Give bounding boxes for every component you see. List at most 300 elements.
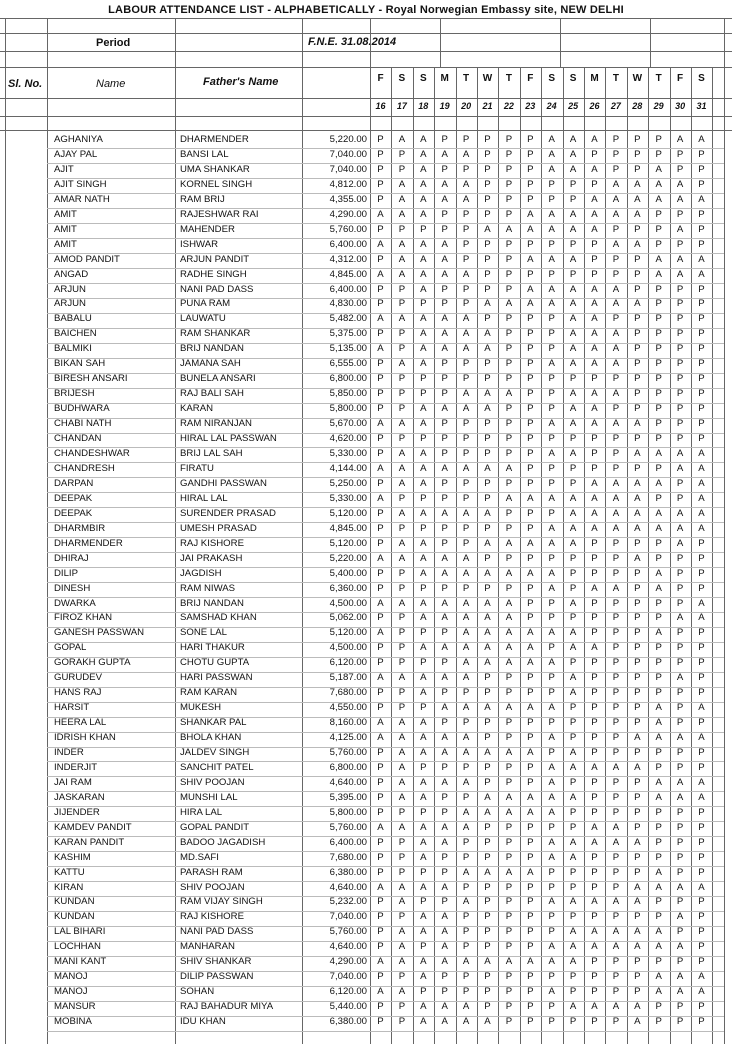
attendance-cell: A (698, 193, 705, 205)
attendance-cell: P (484, 1001, 491, 1013)
attendance-cell: A (377, 313, 384, 325)
attendance-cell: A (655, 986, 662, 998)
attendance-cell: P (505, 896, 513, 908)
table-row (0, 523, 732, 538)
attendance-cell: P (441, 791, 448, 803)
attendance-cell: A (462, 627, 470, 639)
attendance-cell: P (698, 418, 705, 430)
attendance-cell: A (676, 268, 684, 280)
attendance-cell: A (484, 627, 491, 639)
attendance-cell: P (462, 223, 470, 235)
attendance-cell: A (377, 717, 384, 728)
father-name: ISHWAR (180, 238, 219, 250)
attendance-cell: P (484, 253, 491, 265)
attendance-cell: A (505, 492, 513, 504)
attendance-cell: A (655, 866, 662, 878)
attendance-cell: A (441, 253, 448, 265)
attendance-cell: A (569, 522, 577, 534)
attendance-cell: A (398, 956, 406, 968)
attendance-cell: P (676, 358, 684, 370)
name-header: Name (96, 78, 126, 90)
wage-amount: 5,250.00 (329, 477, 367, 489)
worker-name: GOPAL (54, 642, 87, 654)
attendance-cell: A (377, 492, 384, 504)
attendance-cell: A (569, 956, 577, 968)
wage-amount: 5,375.00 (329, 328, 367, 340)
day-letter: T (655, 73, 662, 84)
attendance-cell: P (655, 1016, 662, 1027)
attendance-cell: P (377, 134, 384, 145)
attendance-cell: A (398, 253, 406, 265)
attendance-cell: P (377, 612, 384, 624)
attendance-cell: P (548, 821, 555, 833)
attendance-cell: A (484, 403, 491, 415)
attendance-cell: P (698, 657, 705, 669)
attendance-cell: P (377, 642, 384, 654)
worker-name: AMIT (54, 208, 77, 220)
day-letter: M (440, 73, 449, 84)
wage-amount: 5,330.00 (329, 492, 367, 504)
attendance-cell: P (441, 717, 448, 728)
attendance-cell: P (398, 148, 406, 160)
attendance-cell: P (655, 806, 662, 818)
attendance-cell: P (591, 791, 598, 803)
attendance-cell: P (698, 343, 705, 355)
table-row (0, 583, 732, 598)
attendance-cell: P (591, 178, 598, 190)
attendance-cell: A (569, 507, 577, 519)
attendance-cell: A (698, 492, 705, 504)
attendance-cell: A (398, 477, 406, 489)
attendance-cell: P (484, 163, 491, 175)
attendance-cell: A (634, 1001, 641, 1013)
attendance-cell: P (484, 896, 491, 908)
grid-hline (0, 18, 732, 19)
attendance-cell: A (612, 836, 620, 848)
father-name: SANCHIT PATEL (180, 761, 254, 773)
attendance-cell: P (655, 148, 662, 160)
father-name: RAJ KISHORE (180, 911, 244, 923)
table-row (0, 448, 732, 463)
worker-name: ARJUN (54, 298, 86, 310)
attendance-cell: P (398, 283, 406, 295)
attendance-cell: P (441, 522, 448, 534)
day-letter: S (569, 73, 577, 84)
attendance-cell: P (462, 283, 470, 295)
worker-name: AJIT (54, 163, 74, 175)
attendance-cell: P (420, 522, 427, 534)
attendance-cell: P (591, 612, 598, 624)
attendance-cell: A (527, 791, 534, 803)
table-row (0, 239, 732, 254)
attendance-cell: P (655, 851, 662, 863)
attendance-cell: P (441, 537, 448, 549)
wage-amount: 4,640.00 (329, 941, 367, 953)
attendance-cell: P (655, 238, 662, 250)
attendance-cell: P (591, 911, 598, 923)
worker-name: BIKAN SAH (54, 358, 106, 370)
wage-amount: 5,760.00 (329, 926, 367, 938)
attendance-cell: P (484, 193, 491, 205)
attendance-cell: P (398, 1001, 406, 1013)
attendance-cell: A (420, 238, 427, 250)
attendance-cell: P (462, 134, 470, 145)
attendance-cell: P (527, 507, 534, 519)
attendance-cell: A (569, 447, 577, 459)
attendance-cell: A (398, 896, 406, 908)
sl-no-header: Sl. No. (8, 78, 43, 90)
attendance-cell: P (698, 582, 705, 594)
father-name: BRIJ LAL SAH (180, 447, 243, 459)
attendance-cell: A (462, 567, 470, 579)
attendance-cell: A (676, 462, 684, 474)
father-name: NANI PAD DASS (180, 283, 254, 295)
attendance-cell: P (591, 732, 598, 743)
attendance-cell: A (569, 836, 577, 848)
attendance-cell: P (698, 313, 705, 325)
attendance-cell: P (377, 1001, 384, 1013)
worker-name: MANSUR (54, 1001, 96, 1013)
attendance-cell: P (527, 836, 534, 848)
date-label: 19 (439, 101, 450, 111)
attendance-cell: P (420, 388, 427, 400)
attendance-cell: A (655, 477, 662, 489)
attendance-cell: A (612, 178, 620, 190)
attendance-cell: A (505, 462, 513, 474)
attendance-cell: P (441, 418, 448, 430)
table-row (0, 358, 732, 373)
attendance-cell: A (505, 298, 513, 310)
table-row (0, 1001, 732, 1016)
attendance-cell: P (505, 178, 513, 190)
attendance-cell: P (655, 956, 662, 968)
attendance-cell: P (527, 926, 534, 938)
attendance-cell: A (377, 238, 384, 250)
attendance-cell: P (527, 163, 534, 175)
attendance-cell: P (420, 582, 427, 594)
father-name: BRIJ NANDAN (180, 343, 244, 355)
attendance-cell: A (634, 881, 641, 893)
attendance-cell: P (420, 433, 427, 444)
attendance-cell: P (548, 642, 555, 654)
table-row (0, 478, 732, 493)
worker-name: INDERJIT (54, 761, 98, 773)
table-row (0, 717, 732, 732)
wage-amount: 4,830.00 (329, 298, 367, 310)
attendance-cell: A (462, 866, 470, 878)
attendance-cell: A (527, 806, 534, 818)
attendance-cell: A (420, 717, 427, 728)
attendance-cell: A (634, 552, 641, 564)
date-label: 22 (503, 101, 514, 111)
table-row (0, 986, 732, 1001)
attendance-cell: P (462, 941, 470, 953)
attendance-cell: A (634, 836, 641, 848)
attendance-cell: P (569, 776, 577, 788)
attendance-cell: P (634, 388, 641, 400)
attendance-cell: P (591, 148, 598, 160)
wage-amount: 5,760.00 (329, 821, 367, 833)
attendance-cell: A (676, 253, 684, 265)
attendance-cell: P (591, 746, 598, 758)
attendance-cell: A (377, 208, 384, 220)
attendance-cell: A (612, 926, 620, 938)
attendance-cell: P (398, 492, 406, 504)
attendance-cell: P (634, 597, 641, 609)
attendance-cell: P (569, 971, 577, 983)
attendance-cell: A (505, 223, 513, 235)
attendance-cell: A (420, 926, 427, 938)
attendance-cell: A (484, 806, 491, 818)
attendance-cell: P (441, 388, 448, 400)
attendance-cell: A (655, 732, 662, 743)
attendance-cell: P (612, 134, 620, 145)
table-row (0, 269, 732, 284)
attendance-cell: A (462, 1016, 470, 1027)
attendance-cell: P (505, 358, 513, 370)
attendance-cell: A (676, 193, 684, 205)
father-name: SHIV SHANKAR (180, 956, 252, 968)
attendance-cell: A (591, 358, 598, 370)
attendance-cell: P (377, 283, 384, 295)
attendance-cell: P (698, 403, 705, 415)
attendance-cell: P (527, 328, 534, 340)
attendance-cell: A (569, 223, 577, 235)
attendance-cell: A (398, 447, 406, 459)
attendance-cell: A (462, 552, 470, 564)
attendance-cell: P (676, 1001, 684, 1013)
attendance-cell: P (655, 821, 662, 833)
attendance-cell: A (377, 732, 384, 743)
attendance-cell: A (484, 343, 491, 355)
table-row (0, 911, 732, 926)
attendance-cell: A (676, 178, 684, 190)
attendance-cell: A (420, 193, 427, 205)
attendance-cell: P (655, 597, 662, 609)
attendance-cell: P (655, 612, 662, 624)
attendance-cell: A (569, 1001, 577, 1013)
date-label: 24 (546, 101, 557, 111)
attendance-cell: P (505, 148, 513, 160)
attendance-cell: P (462, 433, 470, 444)
worker-name: JAI RAM (54, 776, 92, 788)
attendance-cell: A (634, 477, 641, 489)
father-name: CHOTU GUPTA (180, 657, 250, 669)
attendance-cell: A (527, 223, 534, 235)
attendance-cell: A (548, 148, 555, 160)
attendance-cell: A (612, 761, 620, 773)
worker-name: AMIT (54, 223, 77, 235)
attendance-cell: P (505, 761, 513, 773)
day-letter: S (398, 73, 406, 84)
attendance-cell: P (676, 821, 684, 833)
attendance-cell: A (612, 418, 620, 430)
attendance-cell: P (612, 732, 620, 743)
attendance-cell: A (420, 208, 427, 220)
attendance-cell: A (698, 462, 705, 474)
attendance-cell: A (676, 791, 684, 803)
attendance-cell: P (655, 313, 662, 325)
table-row (0, 284, 732, 299)
attendance-cell: P (676, 597, 684, 609)
attendance-cell: A (484, 1016, 491, 1027)
attendance-cell: A (462, 343, 470, 355)
wage-amount: 5,800.00 (329, 806, 367, 818)
attendance-cell: A (398, 761, 406, 773)
day-letter: F (527, 73, 534, 84)
father-name: HARI PASSWAN (180, 672, 253, 684)
father-name: LAUWATU (180, 313, 226, 325)
attendance-cell: P (548, 746, 555, 758)
attendance-cell: P (505, 732, 513, 743)
attendance-cell: A (505, 537, 513, 549)
worker-name: ARJUN (54, 283, 86, 295)
attendance-cell: P (569, 552, 577, 564)
attendance-cell: A (634, 522, 641, 534)
attendance-cell: A (548, 283, 555, 295)
attendance-cell: A (676, 537, 684, 549)
attendance-cell: P (505, 433, 513, 444)
attendance-cell: P (569, 178, 577, 190)
worker-name: MANI KANT (54, 956, 107, 968)
attendance-cell: A (634, 761, 641, 773)
attendance-cell: P (676, 627, 684, 639)
attendance-cell: A (676, 223, 684, 235)
attendance-cell: A (420, 746, 427, 758)
attendance-cell: P (698, 941, 705, 953)
attendance-cell: P (698, 358, 705, 370)
attendance-cell: A (548, 163, 555, 175)
table-row (0, 956, 732, 971)
attendance-cell: P (676, 433, 684, 444)
attendance-cell: P (676, 403, 684, 415)
attendance-cell: A (569, 492, 577, 504)
attendance-cell: P (398, 567, 406, 579)
attendance-cell: P (612, 612, 620, 624)
attendance-cell: A (484, 298, 491, 310)
attendance-cell: A (548, 582, 555, 594)
attendance-cell: A (548, 522, 555, 534)
worker-name: DHARMENDER (54, 537, 123, 549)
attendance-cell: A (505, 612, 513, 624)
attendance-cell: A (612, 328, 620, 340)
attendance-cell: A (420, 462, 427, 474)
attendance-cell: P (398, 522, 406, 534)
table-row (0, 164, 732, 179)
attendance-cell: A (655, 717, 662, 728)
attendance-cell: A (420, 477, 427, 489)
attendance-cell: P (676, 956, 684, 968)
day-letter: T (612, 73, 619, 84)
attendance-cell: A (505, 746, 513, 758)
attendance-cell: A (569, 163, 577, 175)
wage-amount: 4,845.00 (329, 268, 367, 280)
worker-name: FIROZ KHAN (54, 612, 113, 624)
attendance-cell: A (569, 896, 577, 908)
attendance-cell: A (420, 956, 427, 968)
attendance-cell: P (484, 208, 491, 220)
attendance-cell: P (398, 806, 406, 818)
attendance-cell: A (462, 148, 470, 160)
attendance-cell: P (462, 836, 470, 848)
attendance-cell: P (634, 462, 641, 474)
attendance-cell: A (591, 418, 598, 430)
attendance-cell: A (462, 956, 470, 968)
attendance-cell: P (698, 761, 705, 773)
attendance-cell: A (398, 717, 406, 728)
attendance-cell: A (484, 462, 491, 474)
attendance-cell: P (548, 612, 555, 624)
attendance-cell: P (634, 687, 641, 699)
attendance-cell: A (591, 134, 598, 145)
attendance-cell: P (591, 971, 598, 983)
attendance-cell: P (676, 283, 684, 295)
grid-hline (0, 33, 732, 34)
attendance-cell: A (441, 193, 448, 205)
attendance-cell: P (612, 746, 620, 758)
father-name: DILIP PASSWAN (180, 971, 254, 983)
day-letter: M (590, 73, 599, 84)
attendance-cell: P (377, 163, 384, 175)
attendance-cell: A (377, 627, 384, 639)
table-row (0, 568, 732, 583)
attendance-cell: P (612, 433, 620, 444)
attendance-cell: P (655, 462, 662, 474)
attendance-cell: P (698, 552, 705, 564)
attendance-cell: A (420, 253, 427, 265)
attendance-cell: A (441, 343, 448, 355)
attendance-cell: P (398, 702, 406, 714)
attendance-cell: P (505, 208, 513, 220)
attendance-cell: A (591, 298, 598, 310)
attendance-cell: P (634, 582, 641, 594)
wage-amount: 5,670.00 (329, 418, 367, 430)
attendance-cell: A (527, 283, 534, 295)
attendance-cell: P (527, 582, 534, 594)
attendance-cell: A (398, 732, 406, 743)
attendance-cell: P (527, 941, 534, 953)
attendance-cell: A (548, 776, 555, 788)
wage-amount: 4,125.00 (329, 732, 367, 743)
attendance-cell: A (484, 567, 491, 579)
attendance-cell: P (569, 911, 577, 923)
attendance-cell: P (698, 298, 705, 310)
attendance-cell: P (591, 672, 598, 684)
attendance-cell: P (569, 717, 577, 728)
father-name-header: Father's Name (203, 76, 279, 88)
attendance-cell: P (612, 672, 620, 684)
attendance-cell: A (676, 732, 684, 743)
father-name: HIRA LAL (180, 806, 223, 818)
attendance-cell: A (569, 418, 577, 430)
attendance-cell: P (377, 537, 384, 549)
attendance-cell: A (398, 313, 406, 325)
attendance-cell: P (377, 702, 384, 714)
attendance-cell: A (676, 522, 684, 534)
attendance-cell: P (441, 971, 448, 983)
attendance-cell: P (548, 672, 555, 684)
attendance-cell: A (484, 612, 491, 624)
attendance-cell: P (505, 821, 513, 833)
attendance-cell: P (505, 403, 513, 415)
table-row (0, 388, 732, 403)
attendance-cell: P (698, 821, 705, 833)
attendance-cell: P (698, 238, 705, 250)
attendance-cell: A (676, 911, 684, 923)
attendance-cell: P (377, 746, 384, 758)
attendance-cell: P (548, 403, 555, 415)
attendance-cell: A (698, 477, 705, 489)
